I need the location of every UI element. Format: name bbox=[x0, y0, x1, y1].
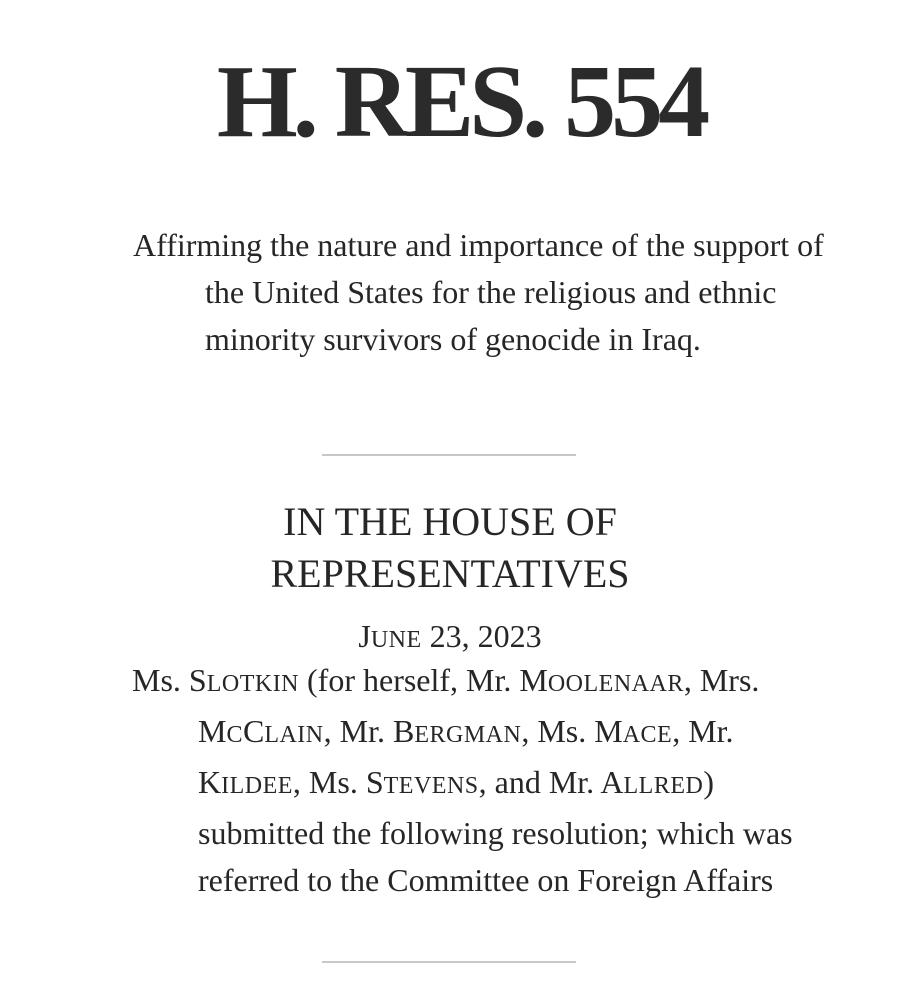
cosponsor-mace-initial: M bbox=[594, 713, 623, 749]
sponsor-action-paragraph bbox=[132, 657, 838, 904]
introduction-date bbox=[0, 614, 900, 662]
chamber-heading bbox=[0, 496, 900, 600]
action-text: Ms. bbox=[132, 662, 189, 698]
action-text: , Ms. bbox=[521, 713, 595, 749]
divider-bottom bbox=[322, 961, 576, 963]
action-text: , Ms. bbox=[292, 764, 366, 800]
chamber-line-1: IN THE HOUSE OF bbox=[283, 499, 617, 544]
action-text: , and Mr. bbox=[478, 764, 601, 800]
resolution-purpose: Affirming the nature and importance of the support of the United States for the religious and ethnic minority survivors of genocide in Iraq. bbox=[133, 227, 824, 357]
cosponsor-mcclain-capital: C bbox=[242, 713, 265, 749]
date-month-initial: J bbox=[358, 618, 371, 654]
cosponsor-stevens-initial: S bbox=[365, 764, 384, 800]
chamber-line-2: REPRESENTATIVES bbox=[270, 551, 630, 596]
cosponsor-bergman-rest: ERGMAN bbox=[414, 722, 522, 748]
cosponsor-mcclain-initial: M bbox=[198, 713, 227, 749]
cosponsor-mcclain-mid: C bbox=[226, 722, 243, 748]
sponsor-slotkin-rest: LOTKIN bbox=[206, 671, 300, 697]
cosponsor-stevens-rest: TEVENS bbox=[383, 773, 479, 799]
cosponsor-kildee-initial: K bbox=[198, 764, 222, 800]
cosponsor-moolenaar-rest: OOLENAAR bbox=[547, 671, 684, 697]
cosponsor-bergman-initial: B bbox=[392, 713, 415, 749]
bill-number: H. RES. 554 bbox=[216, 44, 706, 159]
action-text: ) submitted the following resolution; which was referred to the Committee on Foreign Affairs bbox=[198, 764, 793, 898]
divider-top bbox=[322, 454, 576, 456]
cosponsor-mace-rest: ACE bbox=[622, 722, 673, 748]
cosponsor-moolenaar-initial: M bbox=[519, 662, 548, 698]
action-text: , Mrs. bbox=[683, 662, 760, 698]
date-day-year: 23, 2023 bbox=[429, 618, 542, 654]
cosponsor-allred-initial: A bbox=[600, 764, 624, 800]
action-text: (for herself, Mr. bbox=[299, 662, 520, 698]
action-text: , Mr. bbox=[672, 713, 734, 749]
sponsor-slotkin-initial: S bbox=[188, 662, 207, 698]
cosponsor-kildee-rest: ILDEE bbox=[221, 773, 293, 799]
cosponsor-allred-rest: LLRED bbox=[623, 773, 704, 799]
cosponsor-mcclain-rest: LAIN bbox=[264, 722, 324, 748]
date-month-rest: UNE bbox=[370, 627, 422, 653]
action-text: , Mr. bbox=[323, 713, 393, 749]
